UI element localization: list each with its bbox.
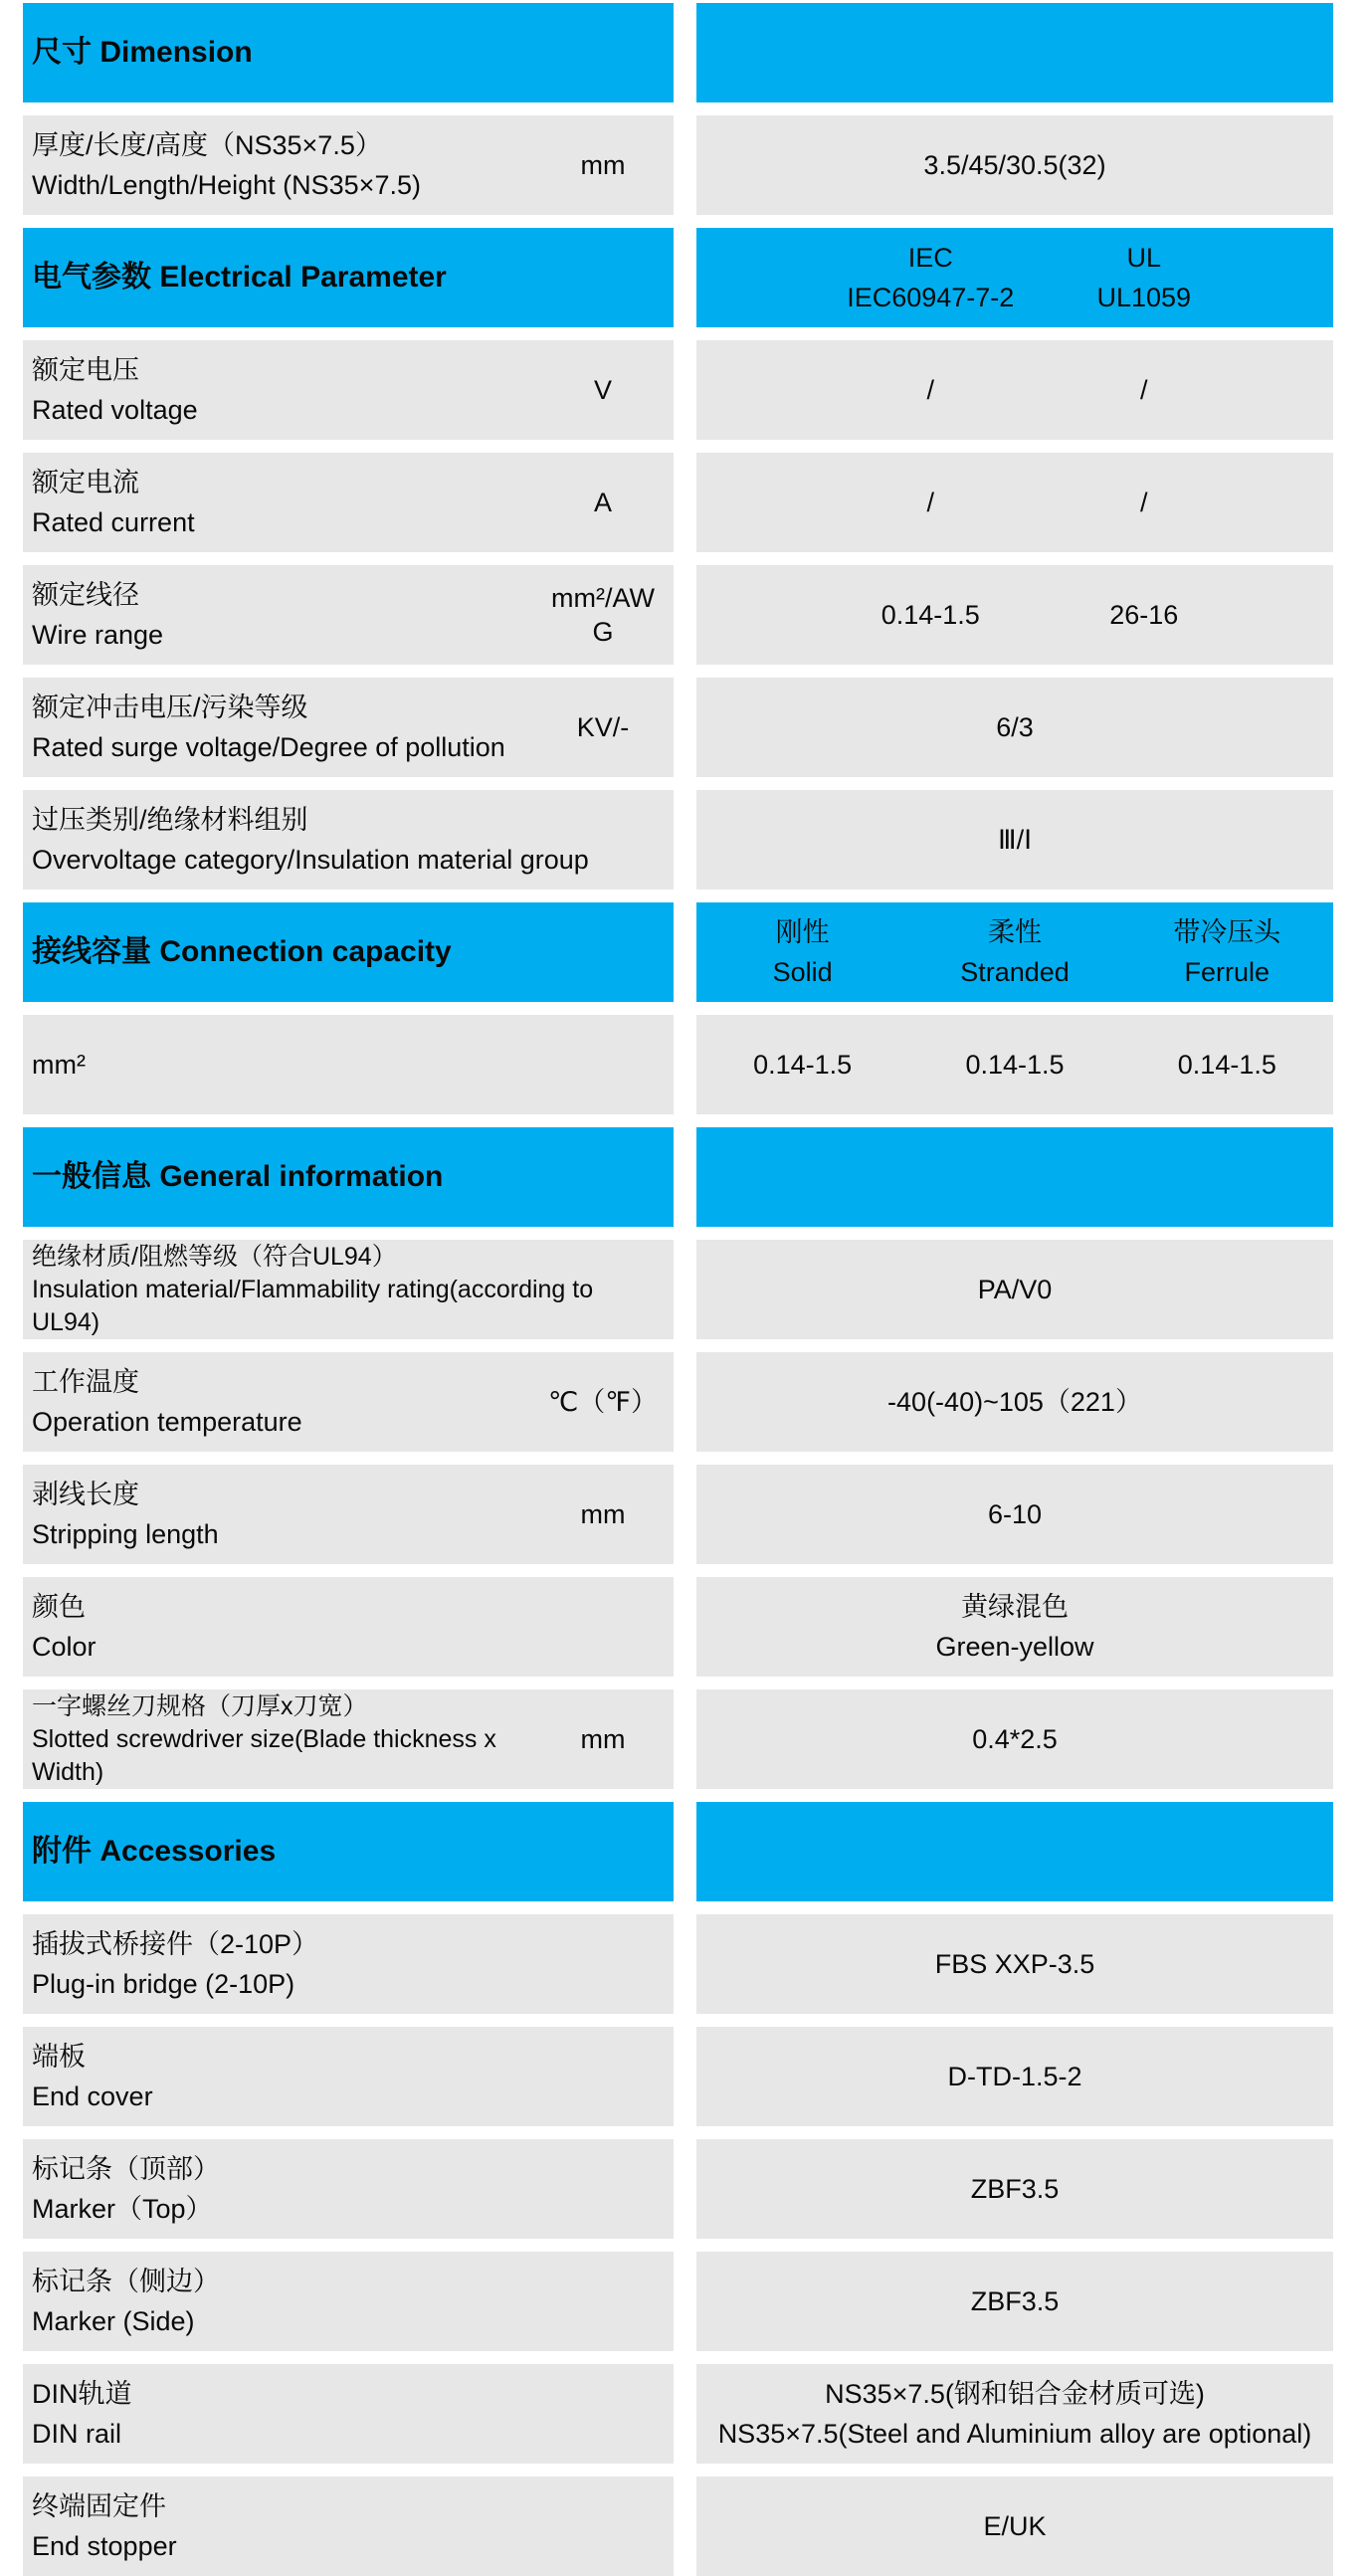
solid-column-header: 刚性 Solid	[772, 917, 833, 987]
unit-cell: mm	[580, 1724, 626, 1754]
row-width-length-height	[23, 115, 1369, 215]
value-cell: ZBF3.5	[970, 2174, 1060, 2204]
unit-cell: mm²/AWG	[551, 583, 655, 647]
value-cell	[935, 1587, 1093, 1667]
label-en: Slotted screwdriver size(Blade thickness x Width)	[32, 1724, 496, 1786]
section-title: 一般信息 General information	[32, 1160, 444, 1193]
row-insulation-material	[23, 1240, 1369, 1339]
value-solid: 0.14-1.5	[753, 1050, 853, 1080]
value-cell: PA/V0	[977, 1275, 1053, 1304]
label-zh: 额定电压	[32, 355, 139, 385]
label-en: End stopper	[32, 2531, 177, 2561]
section-dimension	[23, 3, 1369, 102]
label-en: End cover	[32, 2081, 153, 2111]
label-en: Stripping length	[32, 1519, 219, 1549]
label-zh: 标记条（顶部）	[32, 2154, 220, 2184]
conductor-type-header	[696, 912, 1333, 992]
label-zh: 终端固定件	[32, 2491, 166, 2521]
row-marker-top	[23, 2139, 1369, 2239]
standards-header	[696, 238, 1333, 317]
row-color	[23, 1577, 1369, 1677]
row-din-rail	[23, 2364, 1369, 2464]
section-header-spacer	[696, 3, 1333, 102]
label-zh: 额定电流	[32, 468, 139, 497]
label-zh: 一字螺丝刀规格（刀厚x刀宽）	[32, 1691, 368, 1720]
row-label	[32, 463, 544, 542]
label-en: Plug-in bridge (2-10P)	[32, 1969, 295, 1999]
value-cell: E/UK	[983, 2511, 1047, 2541]
label-en: Overvoltage category/Insulation material group	[32, 845, 589, 875]
unit-cell: mm	[580, 150, 626, 180]
section-electrical-parameter	[23, 228, 1369, 327]
label-en: Rated current	[32, 507, 195, 537]
value-cell	[718, 2374, 1312, 2454]
row-plug-in-bridge	[23, 1914, 1369, 2014]
value-ul: 26-16	[1109, 600, 1179, 630]
section-connection-capacity	[23, 902, 1369, 1002]
value-ul: /	[1139, 375, 1148, 405]
stranded-column-header: 柔性 Stranded	[960, 917, 1070, 987]
value-cell: D-TD-1.5-2	[947, 2062, 1082, 2091]
section-title: 电气参数 Electrical Parameter	[32, 261, 447, 294]
label-en: Rated surge voltage/Degree of pollution	[32, 732, 505, 762]
label-en: Color	[32, 1632, 97, 1662]
row-overvoltage-category	[23, 790, 1369, 890]
unit-cell: ℃（℉）	[547, 1387, 659, 1417]
row-rated-voltage	[23, 340, 1369, 440]
section-title: 接线容量 Connection capacity	[32, 935, 452, 968]
value-ul: /	[1139, 488, 1148, 517]
label-en: Operation temperature	[32, 1407, 302, 1437]
value-ferrule: 0.14-1.5	[1177, 1050, 1276, 1080]
row-label	[32, 2486, 662, 2566]
label-en: Width/Length/Height (NS35×7.5)	[32, 170, 421, 200]
row-wire-range	[23, 565, 1369, 665]
row-label	[32, 688, 544, 767]
label-zh: 剥线长度	[32, 1480, 139, 1509]
ferrule-column-header: 带冷压头 Ferrule	[1173, 917, 1281, 987]
label-zh: 额定冲击电压/污染等级	[32, 693, 308, 722]
label-zh: 额定线径	[32, 580, 139, 610]
row-screwdriver-size	[23, 1689, 1369, 1789]
label-zh: 过压类别/绝缘材料组别	[32, 805, 308, 835]
row-label	[32, 1045, 662, 1085]
value-cell: 0.4*2.5	[972, 1724, 1058, 1754]
value-line-en: Green-yellow	[935, 1632, 1094, 1662]
value-stranded: 0.14-1.5	[965, 1050, 1065, 1080]
unit-cell: mm	[580, 1499, 626, 1529]
label-en: Marker（Top）	[32, 2194, 213, 2224]
row-label	[32, 1475, 544, 1554]
row-label	[32, 2149, 662, 2229]
value-cell: 6/3	[996, 712, 1034, 742]
value-line-zh: 黄绿混色	[961, 1592, 1069, 1622]
label-zh: 端板	[32, 2042, 86, 2072]
row-label	[32, 800, 662, 880]
label-zh: 绝缘材质/阻燃等级（符合UL94）	[32, 1242, 397, 1271]
section-general-information	[23, 1127, 1369, 1227]
value-cell: -40(-40)~105（221）	[887, 1387, 1142, 1417]
label-zh: 厚度/长度/高度（NS35×7.5）	[32, 130, 382, 160]
row-label	[32, 125, 544, 205]
row-label	[32, 1924, 662, 2004]
row-label	[32, 575, 544, 655]
value-cell: 3.5/45/30.5(32)	[923, 150, 1106, 180]
row-connection-capacity-mm2	[23, 1015, 1369, 1114]
row-operation-temperature	[23, 1352, 1369, 1452]
value-cell: ZBF3.5	[970, 2286, 1060, 2316]
label-zh: DIN轨道	[32, 2379, 132, 2409]
value-cell: FBS XXP-3.5	[934, 1949, 1095, 1979]
section-title: 尺寸 Dimension	[32, 36, 253, 69]
value-line-en: NS35×7.5(Steel and Aluminium alloy are optional)	[717, 2419, 1312, 2449]
value-iec: /	[926, 488, 934, 517]
unit-cell: A	[593, 488, 612, 517]
label-zh: 标记条（侧边）	[32, 2267, 220, 2296]
label-en: Marker (Side)	[32, 2306, 195, 2336]
row-stripping-length	[23, 1465, 1369, 1564]
row-label	[32, 1587, 662, 1667]
value-iec: 0.14-1.5	[880, 600, 980, 630]
section-header-spacer	[696, 1802, 1333, 1901]
row-label	[32, 1362, 544, 1442]
value-iec: /	[926, 375, 934, 405]
row-rated-current	[23, 453, 1369, 552]
row-end-cover	[23, 2027, 1369, 2126]
label-en: DIN rail	[32, 2419, 122, 2449]
label-en: Rated voltage	[32, 395, 198, 425]
label-zh: 工作温度	[32, 1367, 139, 1397]
row-label	[32, 2374, 662, 2454]
section-accessories	[23, 1802, 1369, 1901]
section-title: 附件 Accessories	[32, 1835, 277, 1868]
label-en: Insulation material/Flammability rating(according to UL94)	[32, 1275, 594, 1336]
label-zh: 颜色	[32, 1592, 86, 1622]
value-cell: 6-10	[987, 1499, 1043, 1529]
row-end-stopper	[23, 2477, 1369, 2576]
row-label	[32, 2037, 662, 2116]
label-zh: mm²	[32, 1050, 86, 1080]
unit-cell: V	[593, 375, 612, 405]
value-cell: Ⅲ/Ⅰ	[997, 825, 1033, 855]
row-label	[32, 2262, 662, 2341]
label-en: Wire range	[32, 620, 164, 650]
section-header-spacer	[696, 1127, 1333, 1227]
value-line-zh: NS35×7.5(钢和铝合金材质可选)	[825, 2379, 1205, 2409]
row-rated-surge-voltage	[23, 678, 1369, 777]
row-marker-side	[23, 2252, 1369, 2351]
unit-cell: KV/-	[576, 712, 630, 742]
row-label	[32, 1690, 544, 1789]
iec-column-header: IEC IEC60947-7-2	[847, 243, 1015, 312]
row-label	[32, 350, 544, 430]
ul-column-header: UL UL1059	[1096, 243, 1192, 312]
row-label	[32, 1241, 662, 1339]
label-zh: 插拔式桥接件（2-10P）	[32, 1929, 319, 1959]
